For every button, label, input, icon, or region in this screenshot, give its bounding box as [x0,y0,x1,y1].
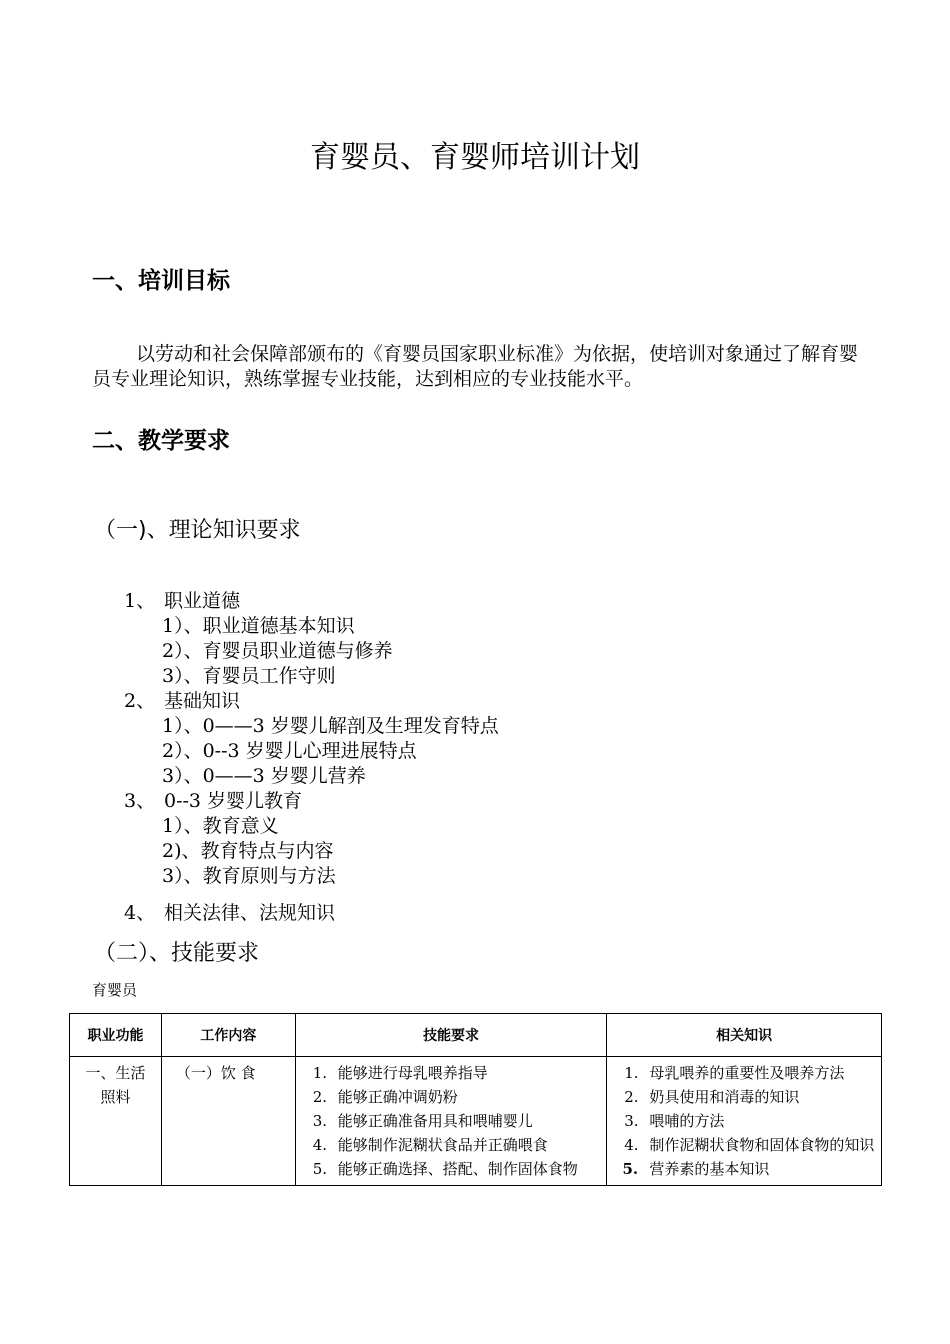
outline-label: 0--3 岁婴儿教育 [164,790,303,812]
list-item: 4. 能够制作泥糊状食品并正确喂食 [332,1133,601,1157]
outline-number: 2、 [124,690,156,712]
list-item: 3. 能够正确准备用具和喂哺婴儿 [332,1109,601,1133]
outline-label: 基础知识 [164,690,241,712]
cell-requirements [295,1057,607,1186]
outline-item [124,589,724,614]
list-item: 3. 喂哺的方法 [643,1109,875,1133]
outline-item [124,901,724,926]
table-caption: 育婴员 [92,981,138,999]
list-item: 1. 能够进行母乳喂养指导 [332,1061,601,1085]
column-header-content: 工作内容 [161,1014,295,1057]
table-header-row [70,1014,882,1057]
outline-label: 职业道德 [164,590,241,612]
section-heading-teaching-requirements: 二、教学要求 [92,428,230,454]
list-item: 5. 能够正确选择、搭配、制作固体食物 [332,1157,601,1181]
list-item: 1. 母乳喂养的重要性及喂养方法 [643,1061,875,1085]
outline-subitem: 3）、育婴员工作守则 [162,665,336,687]
skills-table [69,1013,882,1186]
knowledge-list [613,1061,875,1181]
outline-label: 相关法律、法规知识 [164,902,336,924]
outline-number: 3、 [124,790,156,812]
requirements-list [302,1061,601,1181]
table-row [70,1057,882,1186]
outline-subitem: 1）、职业道德基本知识 [162,615,355,637]
outline-item [124,789,724,814]
outline-subitem: 2）、育婴员职业道德与修养 [162,640,393,662]
outline-subitem: 3）、教育原则与方法 [162,865,336,887]
document-title: 育婴员、育婴师培训计划 [310,140,640,175]
cell-content: （一）饮 食 [161,1057,295,1186]
section-heading-training-goal: 一、培训目标 [92,268,230,294]
outline-number: 1、 [124,590,156,612]
list-item: 2. 能够正确冲调奶粉 [332,1085,601,1109]
outline-subitem: 2)、教育特点与内容 [162,840,334,862]
outline-subitem: 1）、0——3 岁婴儿解剖及生理发育特点 [162,715,499,737]
column-header-requirements: 技能要求 [295,1014,607,1057]
cell-function: 一、生活照料 [70,1057,162,1186]
outline-subitem: 3）、0——3 岁婴儿营养 [162,765,366,787]
outline-subitem: 2）、0--3 岁婴儿心理进展特点 [162,740,417,762]
subsection-heading-skills: （二）、技能要求 [94,941,260,966]
list-item: 4. 制作泥糊状食物和固体食物的知识 [643,1133,875,1157]
column-header-function: 职业功能 [70,1014,162,1057]
list-item: 2. 奶具使用和消毒的知识 [643,1085,875,1109]
outline-subitem: 1）、教育意义 [162,815,279,837]
outline-item [124,689,724,714]
outline-number: 4、 [124,902,156,924]
theory-outline [124,589,724,926]
subsection-heading-theory: （一)、理论知识要求 [94,518,301,543]
cell-knowledge [607,1057,882,1186]
list-item: 5. 营养素的基本知识 [643,1157,875,1181]
column-header-knowledge: 相关知识 [607,1014,882,1057]
training-goal-paragraph: 以劳动和社会保障部颁布的《育婴员国家职业标准》为依据，使培训对象通过了解育婴员专业理论知识，熟练掌握专业技能，达到相应的专业技能水平。 [92,343,859,390]
